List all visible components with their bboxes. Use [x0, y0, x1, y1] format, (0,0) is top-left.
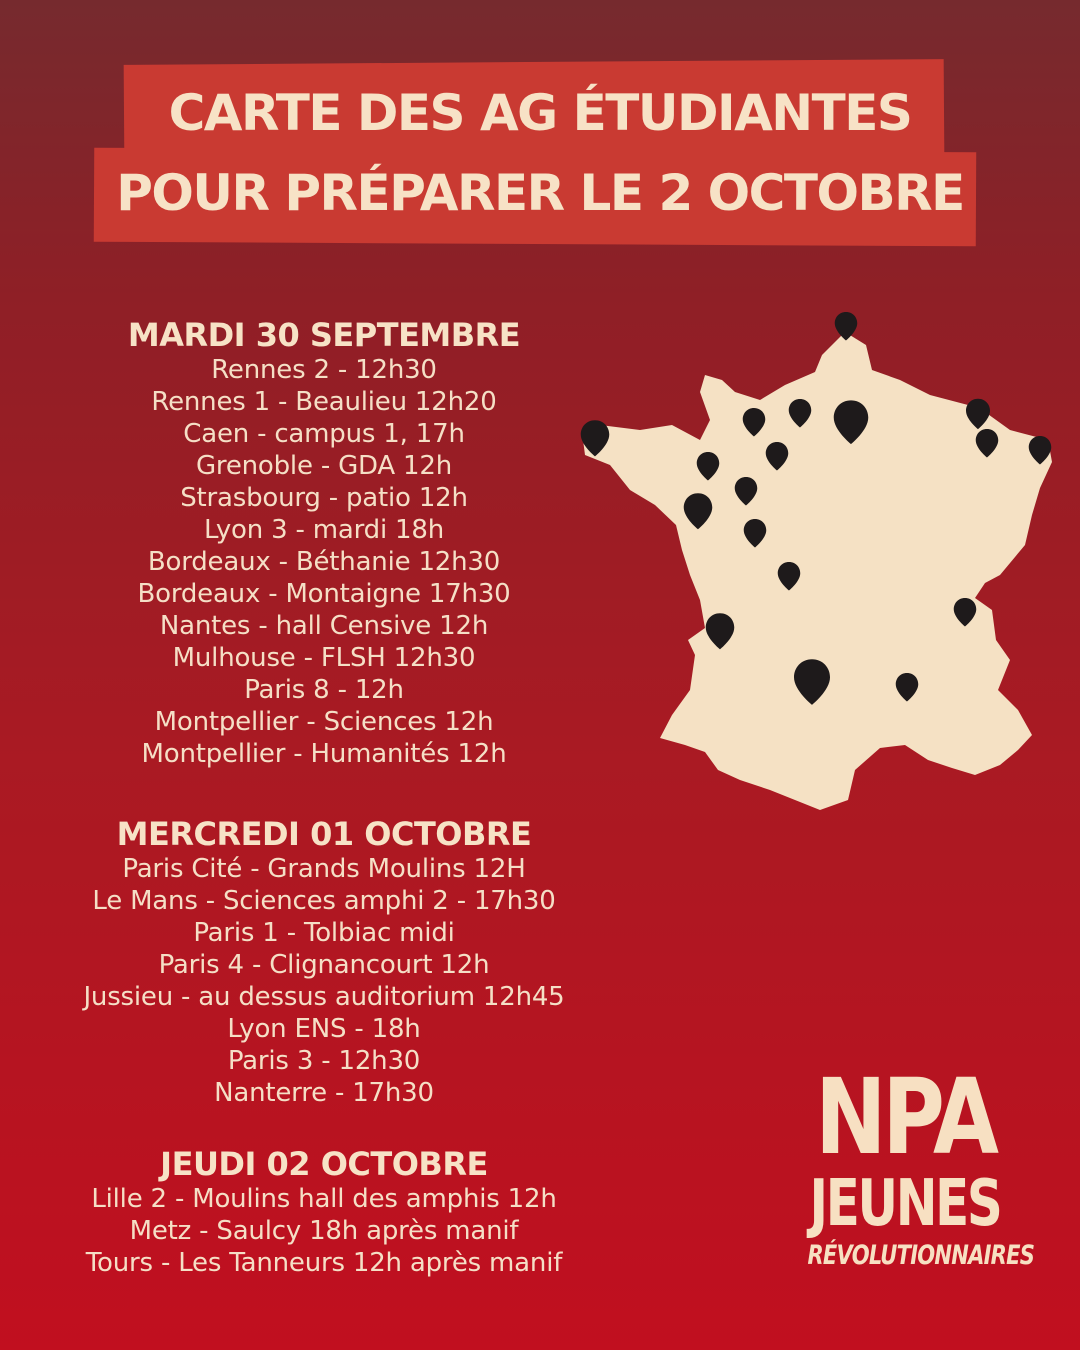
schedule-day-2 — [24, 815, 624, 1109]
list-item: Caen - campus 1, 17h — [183, 419, 465, 449]
entry-list — [24, 1183, 624, 1279]
list-item: Lyon ENS - 18h — [227, 1014, 421, 1044]
list-item: Lyon 3 - mardi 18h — [203, 515, 445, 545]
list-item: Bordeaux - Béthanie 12h30 — [147, 547, 501, 577]
list-item: Le Mans - Sciences amphi 2 - 17h30 — [92, 886, 556, 916]
map-pin-icon — [835, 312, 858, 341]
list-item: Lille 2 - Moulins hall des amphis 12h — [91, 1184, 557, 1214]
list-item: Montpellier - Humanités 12h — [141, 739, 507, 769]
logo-revolutionnaires: RÉVOLUTIONNAIRES — [807, 1240, 1035, 1271]
list-item: Paris 1 - Tolbiac midi — [193, 918, 455, 948]
france-map — [570, 300, 1070, 820]
logo-npa: NPA — [815, 1056, 995, 1178]
day-heading: MARDI 30 SEPTEMBRE — [127, 316, 521, 354]
schedule-day-3 — [24, 1145, 624, 1279]
list-item: Montpellier - Sciences 12h — [154, 707, 494, 737]
day-heading: JEUDI 02 OCTOBRE — [160, 1145, 488, 1183]
list-item: Grenoble - GDA 12h — [195, 451, 452, 481]
list-item: Mulhouse - FLSH 12h30 — [172, 643, 476, 673]
list-item: Bordeaux - Montaigne 17h30 — [137, 579, 511, 609]
npa-jeunes-logo — [780, 1056, 1035, 1273]
list-item: Paris Cité - Grands Moulins 12H — [122, 854, 526, 884]
list-item: Nantes - hall Censive 12h — [159, 611, 489, 641]
list-item: Jussieu - au dessus auditorium 12h45 — [83, 982, 565, 1012]
schedule-day-1 — [24, 316, 624, 770]
day-heading: MERCREDI 01 OCTOBRE — [116, 815, 532, 853]
list-item: Tours - Les Tanneurs 12h après manif — [85, 1248, 563, 1278]
list-item: Rennes 1 - Beaulieu 12h20 — [151, 387, 497, 417]
list-item: Paris 4 - Clignancourt 12h — [158, 950, 490, 980]
list-item: Metz - Saulcy 18h après manif — [129, 1216, 519, 1246]
entry-list — [24, 853, 624, 1109]
list-item: Paris 8 - 12h — [244, 675, 404, 705]
logo-jeunes: JEUNES — [809, 1167, 1001, 1241]
list-item: Strasbourg - patio 12h — [180, 483, 468, 513]
page-title-line-1: CARTE DES AG ÉTUDIANTES — [168, 84, 912, 142]
list-item: Paris 3 - 12h30 — [227, 1046, 421, 1076]
list-item: Rennes 2 - 12h30 — [211, 355, 437, 385]
list-item: Nanterre - 17h30 — [214, 1078, 434, 1108]
entry-list — [24, 354, 624, 770]
page-title-line-2: POUR PRÉPARER LE 2 OCTOBRE — [116, 164, 964, 222]
